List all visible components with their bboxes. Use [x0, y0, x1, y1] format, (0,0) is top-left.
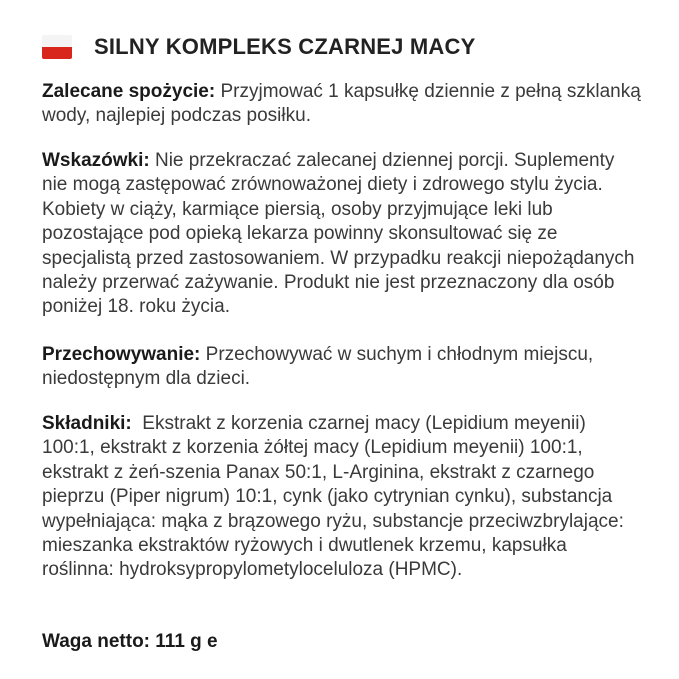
flag-red-stripe — [42, 47, 72, 59]
flag-white-stripe — [42, 35, 72, 47]
dosage-section — [42, 80, 642, 129]
header — [42, 34, 475, 60]
ingredients-text: Ekstrakt z korzenia czarnej macy (Lepidium meyenii) 100:1, ekstrakt z korzenia żółtej macy (Lepidium meyenii) 100:1, ekstrakt z żeń-szenia Panax 50:1, L-Arginina, ekstrakt z czarnego pieprzu (Piper nigrum) 10:1, cynk (jako cytrynian cynku), substancja wypełniająca: mąka z brązowego ryżu, substancje przeciwzbrylające: mieszanka ekstraktów ryżowych i dwutlenek krzemu, kapsułka roślinna: hydroksypropylometyloceluloza (HPMC). — [42, 413, 630, 581]
storage-text: Przechowywać w suchym i chłodnym miejscu, niedostępnym dla dzieci. — [42, 344, 594, 390]
poland-flag-icon — [42, 35, 72, 59]
ingredients-section — [42, 412, 642, 583]
dosage-text: Przyjmować 1 kapsułkę dziennie z pełną szklanką wody, najlepiej podczas posiłku. — [42, 81, 641, 127]
dosage-label: Zalecane spożycie: — [42, 81, 216, 102]
tips-text: Nie przekraczać zalecanej dziennej porcji. Suplementy nie mogą zastępować zrównoważonej diety i zdrowego stylu życia. Kobiety w ciąży, karmiące piersią, osoby przyjmujące leki lub pozostające pod opieką lekarza powinny skonsultować się ze specjalistą przed zastosowaniem. W przypadku reakcji niepożądanych należy przerwać zażywanie. Produkt nie jest przeznaczony dla osób poniżej 18. roku życia. — [42, 150, 635, 318]
tips-label: Wskazówki: — [42, 150, 150, 171]
tips-section — [42, 149, 642, 320]
ingredients-label: Składniki: — [42, 413, 132, 434]
product-title: SILNY KOMPLEKS CZARNEJ MACY — [94, 34, 476, 59]
net-weight: Waga netto: 111 g e — [42, 631, 218, 652]
storage-label: Przechowywanie: — [42, 344, 201, 365]
storage-section — [42, 343, 642, 392]
